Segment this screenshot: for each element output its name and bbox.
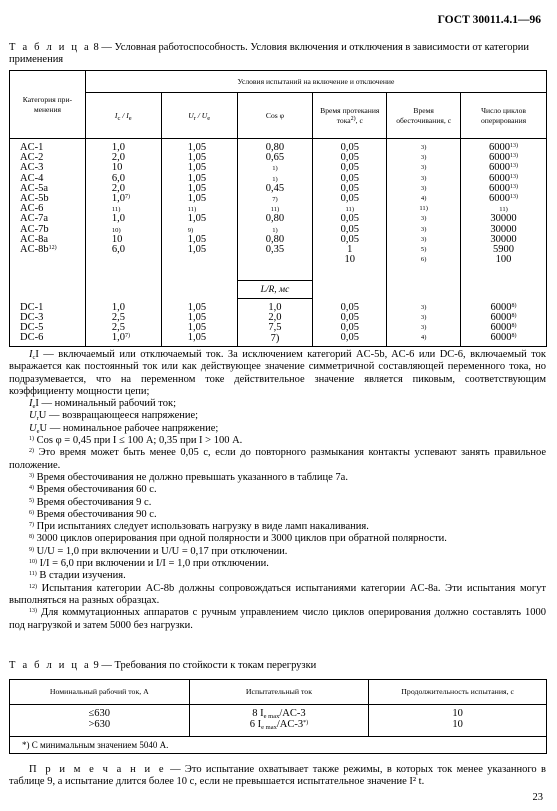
ie-value: 6,0 <box>111 172 125 184</box>
cycles-value: 30000 <box>490 233 517 245</box>
ur-value: 1,05 <box>187 233 207 245</box>
ur-value: 1,05 <box>187 142 207 153</box>
time-on-value: 0,05 <box>340 162 359 174</box>
category-value: $AC-8b^{12)}$ <box>20 243 57 255</box>
ie-value: 1,0$^{7)}$ <box>111 332 130 344</box>
ac-time-off-cell <box>387 139 461 281</box>
note-3: $^{3)}$ Время обесточивания не должно превышать указанного в таблице 7а. <box>29 471 348 483</box>
t9-header-duration: Продолжительность испытания, с <box>369 680 547 705</box>
category-value: AC-7b <box>20 223 49 235</box>
cos-value: 0,80 <box>265 233 285 245</box>
time-on-value: 0,05 <box>340 321 359 333</box>
ie-value: 1,0 <box>111 301 125 313</box>
ie-value: 1,0$^{7)}$ <box>111 192 130 204</box>
note-ur: $U_rU$ — возвращающееся напряжение; <box>29 410 199 423</box>
ie-value: 11) <box>111 206 121 214</box>
time-on-value: 0,05 <box>340 332 359 344</box>
cos-value: 7) <box>272 195 278 203</box>
time-on-value: 0,05 <box>340 223 359 235</box>
time-on-value: 10 <box>344 254 356 266</box>
t9-footnote: *) С минимальным значением 5040 А. <box>10 737 547 754</box>
header-ur: $U_r / U_e$ <box>161 93 237 139</box>
note-ic: $I_cI$ — включаемый или отключаемый ток. За исключением категорий AC-5b, AC-6 или DC-6, включаемый ток выражается как постоянный ток или как действующее значение симметричной составляющей переменного тока, но подразумевается, что на переменном токе действительное значение является пиковым, соответствующим коэффициенту мощности цепи; <box>9 349 546 397</box>
ie-value: 2,0 <box>111 182 125 194</box>
time-off-value: 3) <box>420 184 427 192</box>
ac-time-on-cell <box>313 139 387 281</box>
note-4: $^{4)}$ Время обесточивания 60 с. <box>29 484 157 496</box>
time-off-value: 3) <box>420 235 427 243</box>
lr-value: 7) <box>270 332 280 344</box>
category-value: AC-6 <box>20 203 44 215</box>
table8-label: Т а б л и ц а <box>9 42 91 53</box>
ie-value: 2,0 <box>111 152 125 164</box>
t9-rated-current-cell: ≤630 >630 <box>10 705 190 737</box>
time-off-value: 3) <box>420 313 427 321</box>
ie-value: 6,0 <box>111 243 125 255</box>
time-off-value: 3) <box>420 164 427 172</box>
cycles-value: 30000 <box>490 213 517 225</box>
cycles-value: 11) <box>499 206 508 214</box>
table9 <box>9 679 547 754</box>
cos-value: 1) <box>272 175 278 183</box>
time-on-value: 0,05 <box>340 301 359 313</box>
time-on-value: 0,05 <box>340 142 359 153</box>
header-conditions: Условия испытаний на включение и отключение <box>85 71 546 93</box>
document-header: ГОСТ 30011.4.1—96 <box>437 14 541 26</box>
ur-value: 1,05 <box>187 301 207 313</box>
cycles-value: 100 <box>495 254 512 266</box>
time-off-value: 3) <box>420 225 427 233</box>
ie-value: 10 <box>111 162 123 174</box>
category-value: AC-8a <box>20 233 48 245</box>
dc-time-off-cell <box>387 299 461 347</box>
header-ie: $I_c / I_e$ <box>85 93 161 139</box>
dc-category-cell <box>10 299 86 347</box>
cos-value: 0,45 <box>265 182 285 194</box>
time-off-value: 3) <box>420 144 427 151</box>
ac-ur-cell <box>161 139 237 281</box>
ie-value: 1,0 <box>111 142 125 153</box>
lr-value: 2,0 <box>268 312 282 324</box>
ur-value: 1,05 <box>187 332 207 344</box>
ur-value: 1,05 <box>187 152 207 164</box>
note-ue: $U_eU$ — номинальное рабочее напряжение; <box>29 422 219 435</box>
dc-ur-cell <box>161 299 237 347</box>
cos-value: 1) <box>272 226 278 234</box>
lr-header: L/R, мс <box>237 281 313 299</box>
dc-lr-cell <box>237 299 313 347</box>
ur-value: 1,05 <box>187 172 207 184</box>
cos-value: 0,80 <box>265 213 285 225</box>
cycles-value: 6000$^{13)}$ <box>489 142 519 153</box>
ur-value: 9) <box>187 226 194 234</box>
cycles-value: 6000$^{13)}$ <box>489 172 519 184</box>
category-value: DC-5 <box>20 321 44 333</box>
dc-time-on-cell <box>313 299 387 347</box>
header-category: Категория при-менения <box>10 71 86 139</box>
table8-caption <box>9 42 549 66</box>
ur-value: 11) <box>187 206 197 214</box>
time-on-value: 0,05 <box>340 311 359 323</box>
header-cycles: Число циклов оперирования <box>461 93 547 139</box>
note-6: $^{6)}$ Время обесточивания 90 с. <box>29 508 157 520</box>
cycles-value: 6000$^{8)}$ <box>490 301 517 313</box>
time-off-value: 3) <box>420 323 427 331</box>
note-ie: $I_eI$ — номинальный рабочий ток; <box>29 398 176 411</box>
table8-title: 8 — Условная работоспособность. Условия включения и отключения в зависимости от категории применения <box>9 42 530 65</box>
table9-caption <box>9 660 316 672</box>
note-1: $^{1)}$ Cos φ = 0,45 при I ≤ 100 А; 0,35 при I > 100 А. <box>29 435 243 447</box>
time-on-value: 0,05 <box>340 213 359 225</box>
category-value: AC-4 <box>20 172 44 184</box>
ur-value: 1,05 <box>187 182 207 194</box>
note-12: $^{12)}$ Испытания категории AC-8b должны сопровождаться испытаниями категории AC-8a. Эти испытания могут выполняться на разных образцах. <box>9 582 546 606</box>
ie-value: 1,0 <box>111 213 125 225</box>
ur-value: 1,05 <box>187 192 207 204</box>
time-off-value: 4) <box>420 194 427 202</box>
cycles-value: 6000$^{13)}$ <box>489 192 519 204</box>
category-value: AC-5a <box>20 182 48 194</box>
time-on-value: 0,05 <box>340 172 359 184</box>
cycles-value: 5900 <box>493 243 515 255</box>
time-off-value: 3) <box>420 215 427 223</box>
time-on-value: 0,05 <box>340 182 359 194</box>
ac-cycles-cell <box>461 139 547 281</box>
ie-value: 10 <box>111 233 123 245</box>
time-off-value: 11) <box>419 205 428 213</box>
table8-notes <box>9 349 546 632</box>
t9-duration-cell: 10 10 <box>369 705 547 737</box>
cycles-value: 30000 <box>490 223 517 235</box>
dc-ie-cell <box>85 299 161 347</box>
ur-value: 1,05 <box>187 213 207 225</box>
note-text: — Это испытание охватывает также режимы, в которых ток менее указанного в таблице 9, а испытание длится более 10 с, если не превышается испытательное значение I² t. <box>9 764 546 788</box>
cycles-value: 6000$^{13)}$ <box>489 182 519 194</box>
cos-value: 0,35 <box>265 243 285 255</box>
category-value: AC-5b <box>20 192 49 204</box>
note-10: $^{10)}$ I/I = 6,0 при включении и I/I = 1,0 при отключении. <box>29 558 269 570</box>
note-7: $^{7)}$ При испытаниях следует использовать нагрузку в виде ламп накаливания. <box>29 521 369 533</box>
ie-value: 2,5 <box>111 321 125 333</box>
category-value: AC-2 <box>20 152 44 164</box>
t9-test-current-cell: 8 $I_{e max}/AC-3$ 6 $I_{e max}/AC-3^{*)}$ <box>189 705 369 737</box>
t9-header-rated-current: Номинальный рабочий ток, А <box>10 680 190 705</box>
table9-note <box>9 764 546 789</box>
category-value: AC-3 <box>20 162 44 174</box>
time-on-value: 0,05 <box>340 152 359 164</box>
table8 <box>9 70 547 347</box>
cycles-value: 6000$^{8)}$ <box>490 311 517 323</box>
time-off-value: 5) <box>420 245 427 253</box>
cos-value: 1) <box>272 165 278 173</box>
time-off-value: 3) <box>420 174 427 182</box>
note-13: $^{13)}$ Для коммутационных аппаратов с ручным управлением число циклов оперирования должно составлять 1000 под нагрузкой и затем 5000 без нагрузки. <box>9 607 547 631</box>
category-value: DC-6 <box>20 332 44 344</box>
lr-value: 1,0 <box>268 302 282 313</box>
ur-value: 1,05 <box>187 243 207 255</box>
time-off-value: 6) <box>420 256 427 264</box>
ac-ie-cell <box>85 139 161 281</box>
note-11: $^{11)}$ В стадии изучения. <box>29 570 126 582</box>
note-5: $^{5)}$ Время обесточивания 9 с. <box>29 496 152 508</box>
cos-value: 0,80 <box>265 142 285 153</box>
header-time-on: Время протекания тока$^{2)}$, с <box>313 93 387 139</box>
table9-label: Т а б л и ц а <box>9 660 91 671</box>
time-off-value: 3) <box>420 154 427 162</box>
cos-value: 11) <box>270 206 280 214</box>
page-number: 23 <box>532 792 543 803</box>
time-on-value: 11) <box>345 206 355 214</box>
ur-value: 1,05 <box>187 321 207 333</box>
cycles-value: 6000$^{8)}$ <box>490 321 517 333</box>
note-2: $^{2)}$ Это время может быть менее 0,05 с, если до повторного размыкания контакты успевают занять правильное положение. <box>9 447 546 471</box>
table9-title: 9 — Требования по стойкости к токам перегрузки <box>90 660 317 671</box>
time-on-value: 1 <box>347 243 353 255</box>
ur-value: 1,05 <box>187 311 207 323</box>
cycles-value: 6000$^{8)}$ <box>490 332 517 344</box>
note-9: $^{9)}$ U/U = 1,0 при включении и U/U = 0,17 при отключении. <box>29 545 288 557</box>
note-label: П р и м е ч а н и е <box>29 764 166 775</box>
header-cos: Cos φ <box>237 93 313 139</box>
category-value: AC-7a <box>20 213 48 225</box>
note-8: $^{8)}$ 3000 циклов оперирования при одной полярности и 3000 циклов при обратной полярности. <box>29 533 447 545</box>
time-on-value: 0,05 <box>340 192 359 204</box>
time-on-value: 0,05 <box>340 233 359 245</box>
category-value: AC-1 <box>20 142 44 153</box>
ac-category-cell <box>10 139 86 281</box>
ie-value: 2,5 <box>111 311 125 323</box>
lr-value: 7,5 <box>268 322 282 334</box>
time-off-value: 4) <box>420 334 427 342</box>
header-time-off: Время обесточивания, с <box>387 93 461 139</box>
ur-value: 1,05 <box>187 162 207 174</box>
cycles-value: 6000$^{13)}$ <box>489 162 519 174</box>
cos-value: 0,65 <box>265 152 285 164</box>
t9-header-test-current: Испытательный ток <box>189 680 369 705</box>
category-value: DC-1 <box>20 301 44 313</box>
category-value: DC-3 <box>20 311 44 323</box>
time-off-value: 3) <box>420 303 427 311</box>
ac-cos-cell <box>237 139 313 281</box>
cos-value <box>238 255 313 265</box>
ie-value: 10) <box>111 226 121 234</box>
cycles-value: 6000$^{13)}$ <box>489 152 519 164</box>
dc-cycles-cell <box>461 299 547 347</box>
